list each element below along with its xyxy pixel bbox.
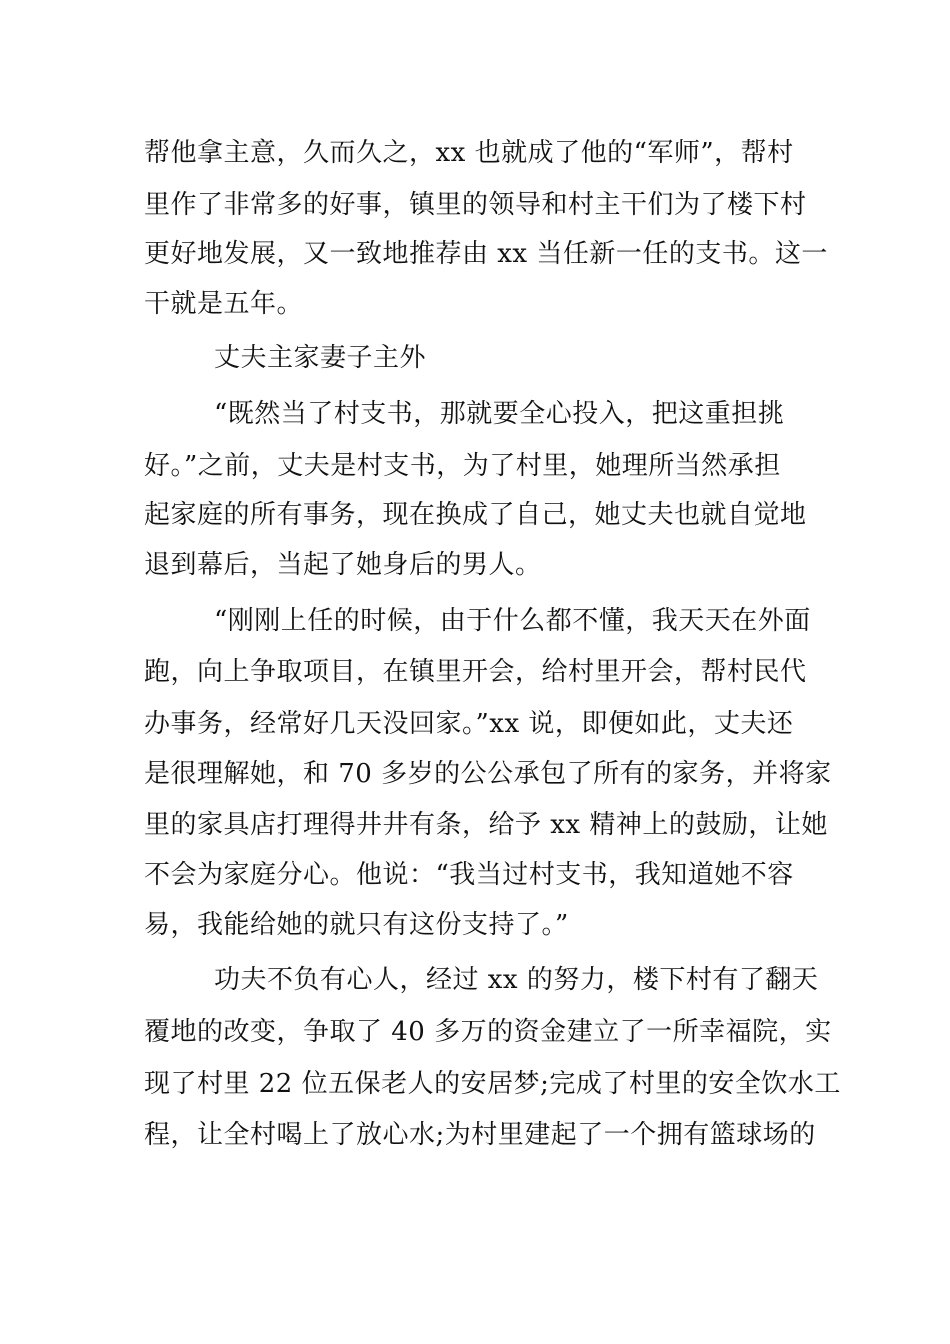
text-line: 办事务，经常好几天没回家。”xx 说，即便如此，丈夫还 [144, 709, 794, 739]
text-line: 是很理解她，和 70 多岁的公公承包了所有的家务，并将家 [144, 759, 832, 789]
section-heading: 丈夫主家妻子主外 [214, 343, 427, 373]
text-line: 里的家具店打理得井井有条，给予 xx 精神上的鼓励，让她 [144, 810, 828, 840]
text-line: 易，我能给她的就只有这份支持了。” [144, 910, 569, 940]
text-line: 好。”之前，丈夫是村支书，为了村里，她理所当然承担 [144, 451, 781, 481]
text-line: 程，让全村喝上了放心水;为村里建起了一个拥有篮球场的 [144, 1120, 816, 1150]
text-line: “刚刚上任的时候，由于什么都不懂，我天天在外面 [214, 606, 811, 636]
text-line: 退到幕后，当起了她身后的男人。 [144, 550, 542, 580]
text-line: 现了村里 22 位五保老人的安居梦;完成了村里的安全饮水工 [144, 1069, 841, 1099]
text-line: 里作了非常多的好事，镇里的领导和村主干们为了楼下村 [144, 190, 807, 220]
text-line: 覆地的改变，争取了 40 多万的资金建立了一所幸福院，实 [144, 1017, 832, 1047]
text-line: 起家庭的所有事务，现在换成了自己，她丈夫也就自觉地 [144, 500, 807, 530]
text-line: 跑，向上争取项目，在镇里开会，给村里开会，帮村民代 [144, 657, 807, 687]
text-line: 功夫不负有心人，经过 xx 的努力，楼下村有了翻天 [214, 965, 819, 995]
text-line: 更好地发展，又一致地推荐由 xx 当任新一任的支书。这一 [144, 239, 828, 269]
text-line: 帮他拿主意，久而久之，xx 也就成了他的“军师”，帮村 [144, 138, 794, 168]
text-line: “既然当了村支书，那就要全心投入，把这重担挑 [214, 399, 785, 429]
text-line: 干就是五年。 [144, 289, 304, 319]
text-line: 不会为家庭分心。他说：“我当过村支书，我知道她不容 [144, 860, 794, 890]
